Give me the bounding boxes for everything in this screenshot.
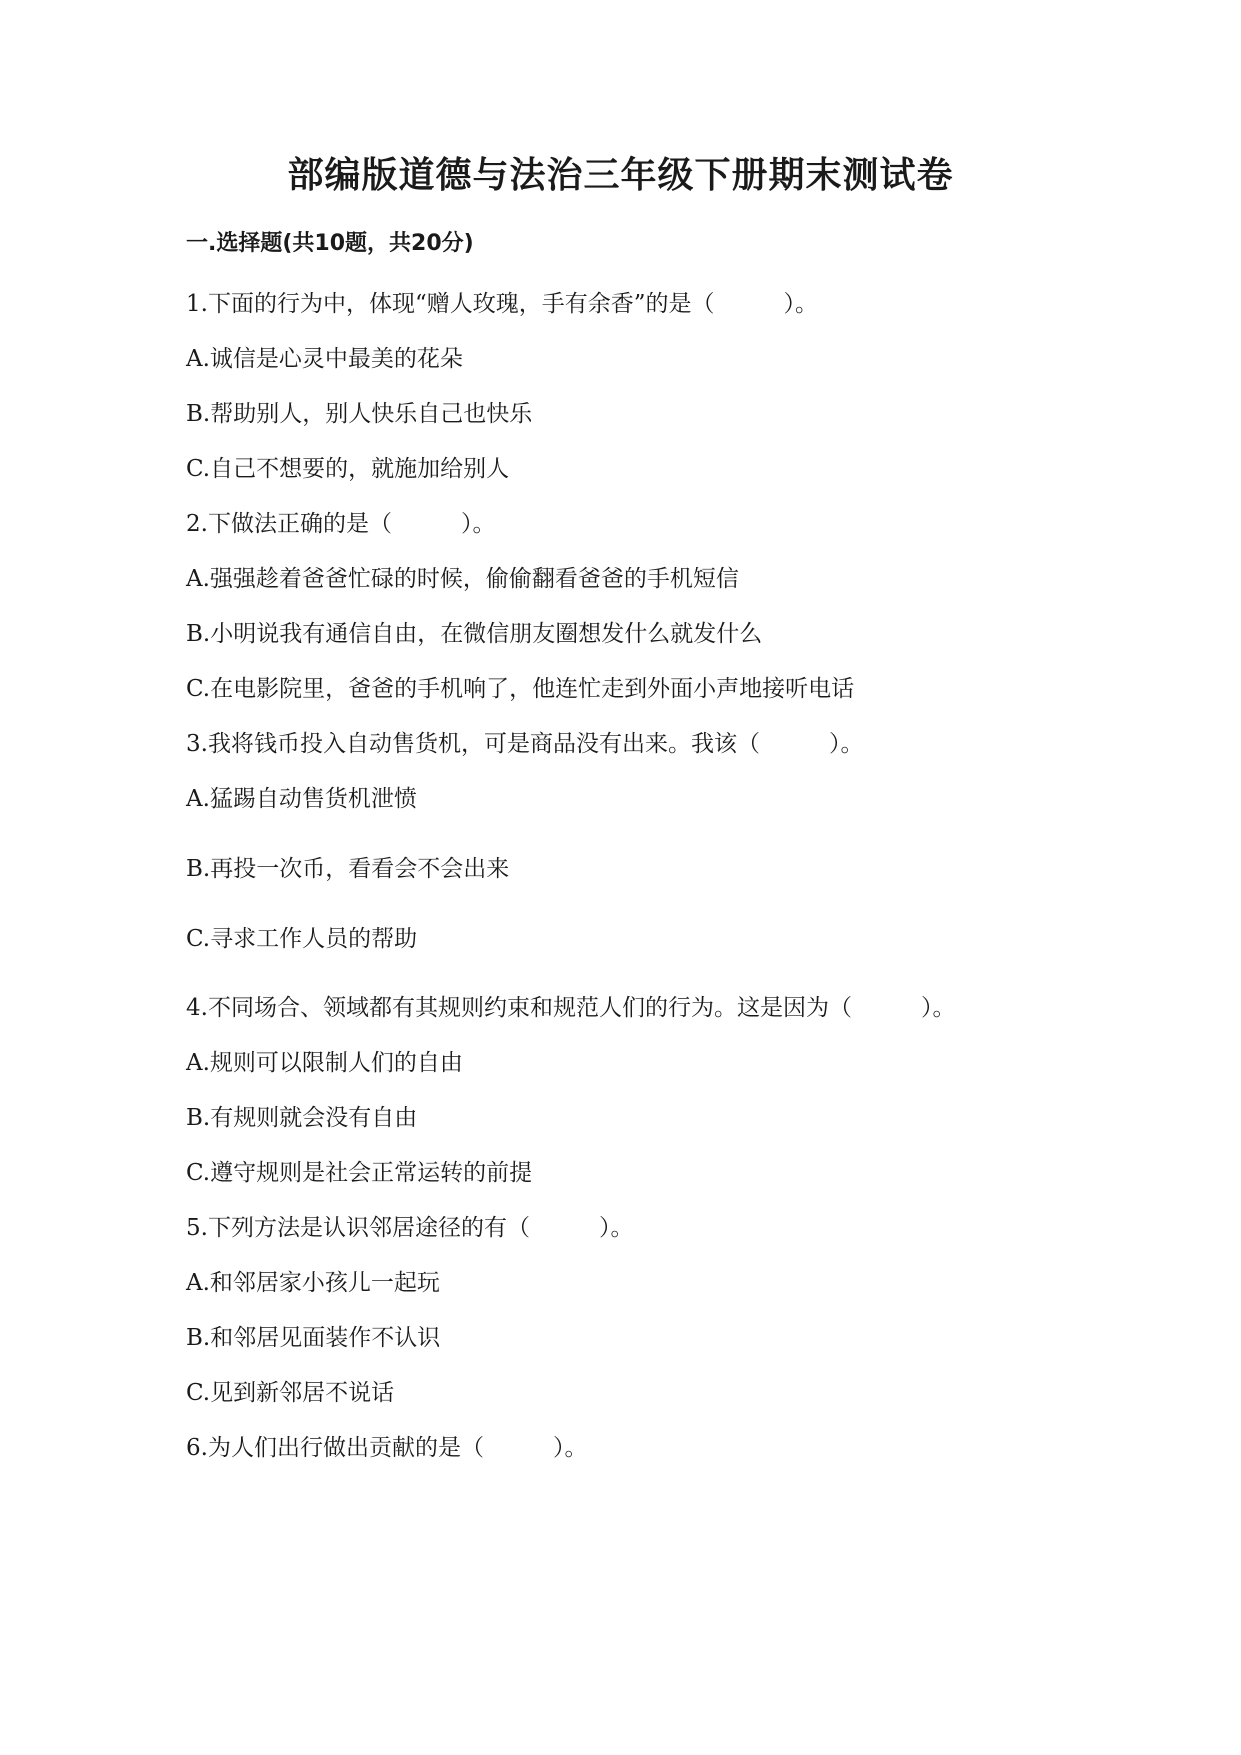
question-2-option-a: A.强强趁着爸爸忙碌的时候，偷偷翻看爸爸的手机短信: [186, 566, 739, 592]
question-5-option-a: A.和邻居家小孩儿一起玩: [186, 1270, 440, 1296]
question-1-option-c: C.自己不想要的，就施加给别人: [186, 456, 510, 482]
question-5-option-c: C.见到新邻居不说话: [186, 1380, 395, 1406]
question-4-option-c: C.遵守规则是社会正常运转的前提: [186, 1160, 533, 1186]
question-3-option-a: A.猛踢自动售货机泄愤: [186, 786, 417, 812]
question-2-stem: 2.下做法正确的是（ ）。: [186, 511, 496, 537]
question-1-option-b: B.帮助别人，别人快乐自己也快乐: [186, 401, 533, 427]
question-2-option-c: C.在电影院里，爸爸的手机响了，他连忙走到外面小声地接听电话: [186, 676, 855, 702]
question-1-option-a: A.诚信是心灵中最美的花朵: [186, 346, 463, 372]
question-2-option-b: B.小明说我有通信自由，在微信朋友圈想发什么就发什么: [186, 621, 763, 647]
exam-title: 部编版道德与法治三年级下册期末测试卷: [287, 154, 954, 196]
question-5-stem: 5.下列方法是认识邻居途径的有（ ）。: [186, 1215, 634, 1241]
question-4-option-a: A.规则可以限制人们的自由: [186, 1050, 463, 1076]
section-heading-choice: 一.选择题(共10题，共20分): [186, 231, 474, 256]
question-3-stem: 3.我将钱币投入自动售货机，可是商品没有出来。我该（ ）。: [186, 731, 864, 757]
question-1-stem: 1.下面的行为中，体现“赠人玫瑰，手有余香”的是（ ）。: [186, 291, 818, 317]
question-4-option-b: B.有规则就会没有自由: [186, 1105, 418, 1131]
question-3-option-c: C.寻求工作人员的帮助: [186, 926, 418, 952]
question-6-stem: 6.为人们出行做出贡献的是（ ）。: [186, 1435, 588, 1461]
question-5-option-b: B.和邻居见面装作不认识: [186, 1325, 441, 1351]
question-4-stem: 4.不同场合、领域都有其规则约束和规范人们的行为。这是因为（ ）。: [186, 995, 956, 1021]
question-3-option-b: B.再投一次币，看看会不会出来: [186, 856, 510, 882]
